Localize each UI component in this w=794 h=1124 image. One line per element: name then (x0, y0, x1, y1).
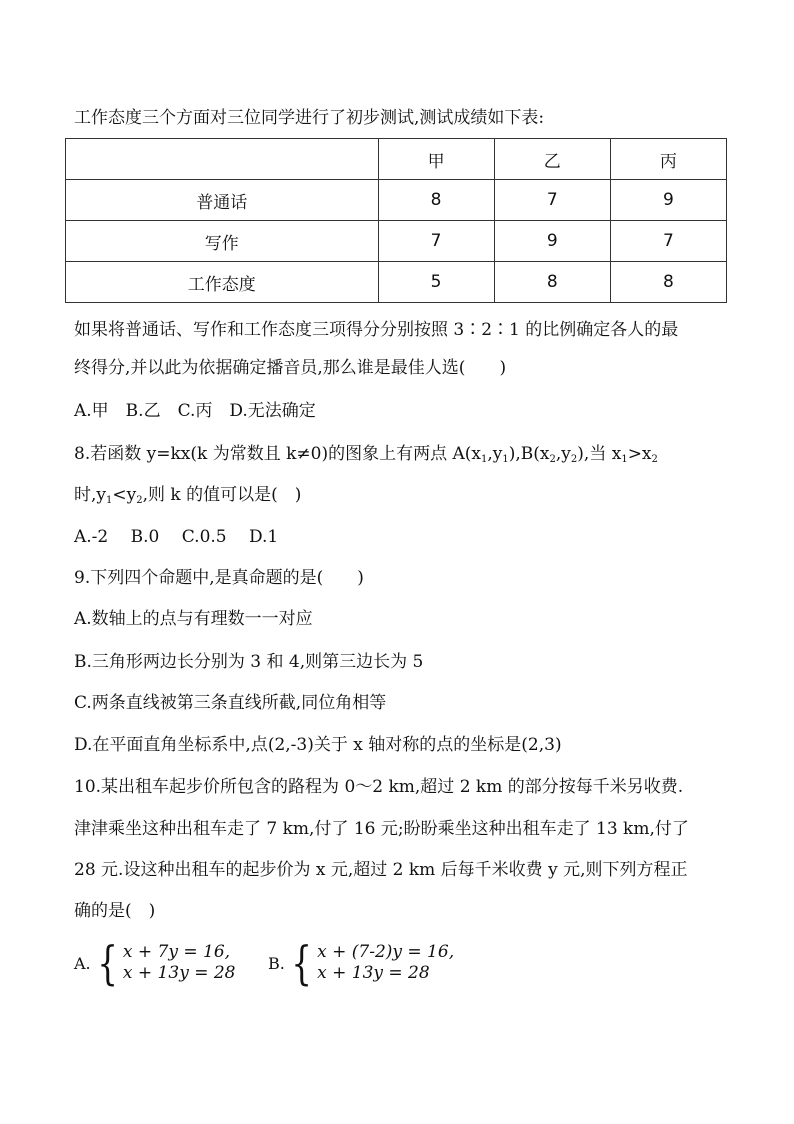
table-cell: 9 (610, 180, 726, 221)
table-cell: 7 (610, 221, 726, 262)
q10-option-a (74, 936, 236, 990)
table-cell: 7 (378, 221, 494, 262)
q10-option-b (268, 936, 455, 990)
table-row (66, 180, 727, 221)
table-header-cell (66, 139, 379, 180)
q9-option-d: D.在平面直角坐标系中,点(2,-3)关于 x 轴对称的点的坐标是(2,3) (74, 735, 562, 755)
table-header-cell: 乙 (494, 139, 610, 180)
q9-option-a: A.数轴上的点与有理数一一对应 (74, 609, 313, 629)
q9-stem: 9.下列四个命题中,是真命题的是( ) (74, 568, 364, 588)
table-cell: 8 (378, 180, 494, 221)
intro-text: 工作态度三个方面对三位同学进行了初步测试,测试成绩如下表: (74, 108, 545, 128)
q8-stem-cont: 时$,y_1<y_2$,则 k 的值可以是( ) (74, 485, 302, 506)
table-cell: 普通话 (66, 180, 379, 221)
table-row (66, 262, 727, 303)
table-cell: 工作态度 (66, 262, 379, 303)
q7-text-line2: 终得分,并以此为依据确定播音员,那么谁是最佳人选( ) (74, 358, 507, 378)
brace-glyph: { (97, 936, 118, 990)
equation: x + 7y = 16, (122, 942, 231, 962)
option-label: B. (268, 953, 285, 973)
q7-text-line1: 如果将普通话、写作和工作态度三项得分分别按照 3∶2∶1 的比例确定各人的最 (74, 320, 679, 340)
score-table (65, 138, 727, 303)
q10-line1: 10.某出租车起步价所包含的路程为 0～2 km,超过 2 km 的部分按每千米另收费. (74, 777, 684, 797)
table-cell: 写作 (66, 221, 379, 262)
q10-line4: 确的是( ) (74, 901, 156, 921)
equation: x + 13y = 28 (122, 963, 236, 983)
q10-line2: 津津乘坐这种出租车走了 7 km,付了 16 元;盼盼乘坐这种出租车走了 13 km,付了 (74, 819, 689, 839)
equation: x + (7-2)y = 16, (317, 942, 455, 962)
table-cell: 8 (494, 262, 610, 303)
option-label: A. (74, 953, 91, 973)
q8-options: A.-2 B.0 C.0.5 D.1 (74, 527, 279, 547)
table-cell: 8 (610, 262, 726, 303)
table-cell: 7 (494, 180, 610, 221)
table-header-cell: 丙 (610, 139, 726, 180)
q8-stem: 8.若函数 y=kx(k 为常数且 k≠0)的图象上有两点 $A(x_1,y_1),B(x_2,y_2)$,当 $x_1>x_2$ (74, 444, 658, 465)
table-row (66, 221, 727, 262)
table-header-cell: 甲 (378, 139, 494, 180)
table-cell: 5 (378, 262, 494, 303)
table-header-row (66, 139, 727, 180)
table-cell: 9 (494, 221, 610, 262)
brace-glyph: { (291, 936, 312, 990)
q9-option-b: B.三角形两边长分别为 3 和 4,则第三边长为 5 (74, 652, 424, 672)
equation: x + 13y = 28 (317, 963, 430, 983)
q10-line3: 28 元.设这种出租车的起步价为 x 元,超过 2 km 后每千米收费 y 元,则下列方程正 (74, 860, 688, 880)
q7-options: A.甲 B.乙 C.丙 D.无法确定 (74, 401, 316, 421)
q9-option-c: C.两条直线被第三条直线所截,同位角相等 (74, 693, 387, 713)
